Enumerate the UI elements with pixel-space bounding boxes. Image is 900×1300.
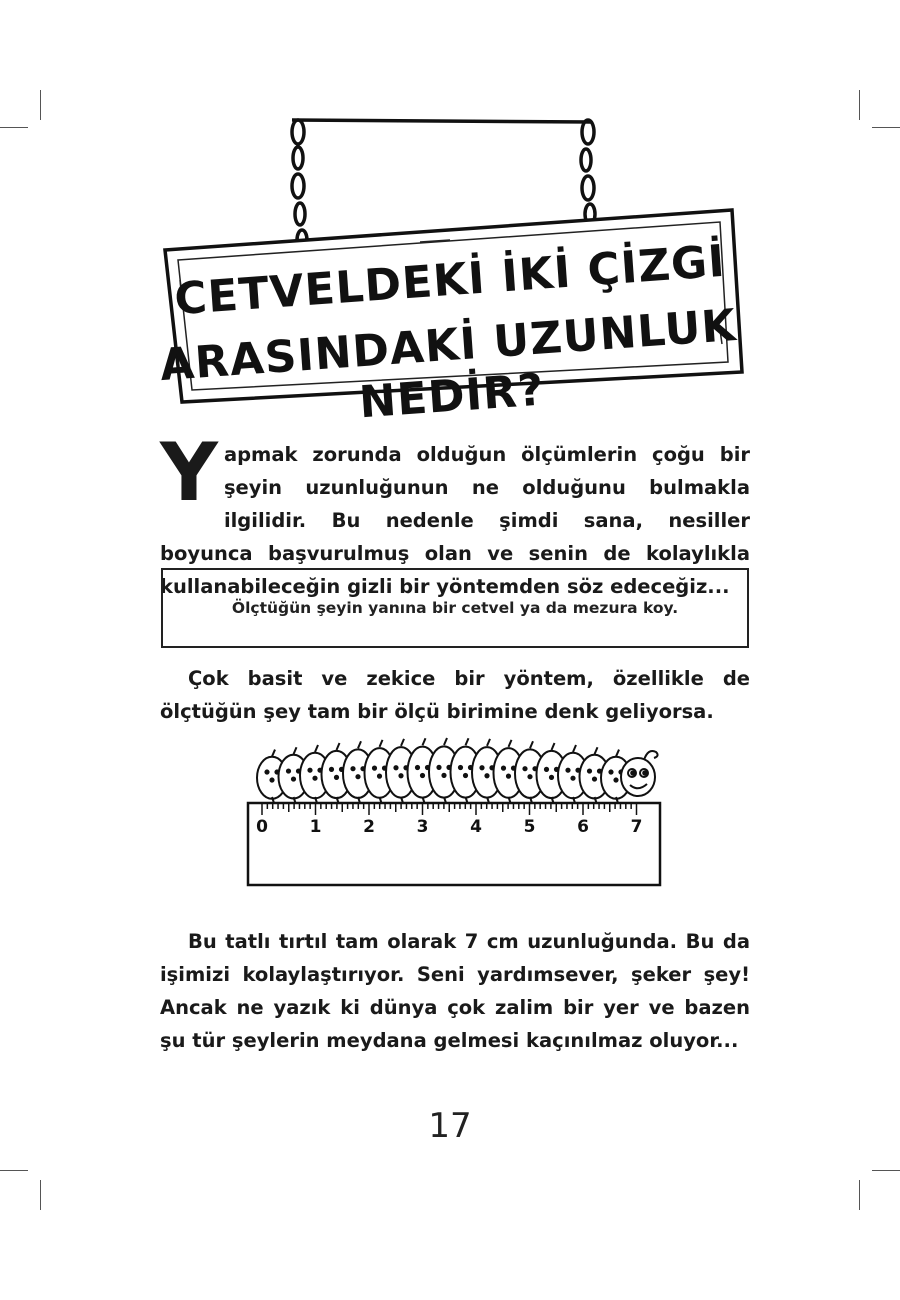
caterpillar-bristle	[423, 738, 426, 745]
crop-mark	[0, 127, 28, 128]
caterpillar-spot	[373, 767, 376, 770]
caterpillar-spot	[571, 777, 574, 780]
caterpillar-spot	[550, 776, 553, 779]
ruler-label: 5	[523, 817, 536, 837]
paragraph-3: Bu tatlı tırtıl tam olarak 7 cm uzunluğunda. Bu da işimizi kolaylaştırıyor. Seni yardımsever, şeker şey! Ancak ne yazık ki dünya çok zalim bir yer ve bazen şu tür şeylerin meydana gelmesi kaçınılmaz oluyor...	[160, 930, 750, 1052]
intro-text: apmak zorunda olduğun ölçümlerin çoğu bir şeyin uzunluğunun ne olduğunu bulmakla ilgilidir. Bu nedenle şimdi sana, nesiller boyunca başvurulmuş olan ve senin de kolaylıkla kullanabileceğin gizli bir yöntemden söz edeceğiz...	[160, 443, 750, 598]
caterpillar-spot	[464, 774, 467, 777]
caterpillar-spot	[442, 774, 445, 777]
caterpillar-bristle	[466, 738, 469, 745]
caterpillar-bristle	[616, 750, 619, 757]
caterpillar-spot	[614, 778, 617, 781]
caterpillar-spot	[502, 767, 505, 770]
tip-text: Ölçtüğün şeyin yanına bir cetvel ya da mezura koy.	[231, 599, 679, 617]
caterpillar-bristle	[315, 745, 318, 752]
sign-title-line1: CETVELDEKİ İKİ ÇİZGİ	[172, 235, 728, 326]
drop-cap: Y	[160, 426, 218, 519]
caterpillar-spot	[330, 768, 333, 771]
crop-mark	[0, 1170, 28, 1171]
caterpillar-spot	[485, 774, 488, 777]
crop-mark	[40, 1180, 41, 1210]
caterpillar-head	[621, 758, 655, 796]
caterpillar-pupil	[631, 771, 635, 775]
ruler-label: 3	[416, 817, 429, 837]
caterpillar-bristle	[509, 740, 512, 747]
caterpillar-bristle	[530, 741, 533, 748]
ruler-label: 4	[470, 817, 482, 837]
caterpillar-antenna	[644, 751, 658, 760]
caterpillar-bristle	[358, 741, 361, 748]
caterpillar-spot	[523, 767, 526, 770]
caterpillar-spot	[265, 770, 268, 773]
caterpillar-bristle	[573, 745, 576, 752]
caterpillar-bristle	[595, 747, 598, 754]
caterpillar-spot	[292, 777, 295, 780]
caterpillar-bristle	[444, 738, 447, 745]
caterpillar-spot	[394, 766, 397, 769]
caterpillar-pupil	[643, 771, 647, 775]
caterpillar-ruler-illustration	[240, 735, 670, 895]
caterpillar-spot	[399, 774, 402, 777]
sign-title-line2: ARASINDAKİ UZUNLUK NEDİR?	[158, 299, 739, 429]
illustration-svg	[240, 735, 670, 895]
caterpillar-spot	[545, 768, 548, 771]
caterpillar-spot	[593, 777, 596, 780]
ruler	[248, 803, 660, 885]
caterpillar-spot	[566, 769, 569, 772]
caterpillar-bristle	[380, 740, 383, 747]
caterpillar-spot	[421, 774, 424, 777]
caterpillar-spot	[313, 777, 316, 780]
caterpillar	[257, 738, 658, 803]
caterpillar-bristle	[272, 750, 275, 757]
caterpillar-spot	[356, 775, 359, 778]
caterpillar-spot	[609, 770, 612, 773]
ruler-body	[248, 803, 660, 885]
caterpillar-bristle	[487, 739, 490, 746]
ruler-label: 7	[630, 817, 643, 837]
caterpillar-bristle	[294, 747, 297, 754]
crop-mark	[40, 90, 41, 120]
caterpillar-spot	[416, 766, 419, 769]
page-number: 17	[428, 1106, 472, 1146]
caterpillar-spot	[351, 767, 354, 770]
caterpillar-bristle	[401, 739, 404, 746]
caterpillar-spot	[480, 766, 483, 769]
caterpillar-spot	[459, 766, 462, 769]
caterpillar-spot	[588, 769, 591, 772]
ruler-label: 2	[363, 817, 375, 837]
caterpillar-bristle	[552, 743, 555, 750]
crop-mark	[872, 127, 900, 128]
crop-mark	[859, 90, 860, 120]
tip-box	[161, 568, 749, 648]
caterpillar-spot	[528, 775, 531, 778]
crop-mark	[872, 1170, 900, 1171]
ruler-label: 1	[309, 817, 322, 837]
caterpillar-spot	[287, 769, 290, 772]
ruler-label: 0	[256, 817, 268, 837]
caterpillar-spot	[507, 775, 510, 778]
caterpillar-spot	[270, 778, 273, 781]
crop-mark	[859, 1180, 860, 1210]
caterpillar-spot	[335, 776, 338, 779]
paragraph-2: Çok basit ve zekice bir yöntem, özellikle de ölçtüğün şey tam bir ölçü birimine denk geliyorsa.	[160, 667, 750, 723]
caterpillar-spot	[308, 769, 311, 772]
ruler-label: 6	[577, 817, 589, 837]
caterpillar-spot	[378, 775, 381, 778]
caterpillar-bristle	[337, 743, 340, 750]
hanging-sign	[120, 110, 780, 429]
caterpillar-spot	[437, 766, 440, 769]
